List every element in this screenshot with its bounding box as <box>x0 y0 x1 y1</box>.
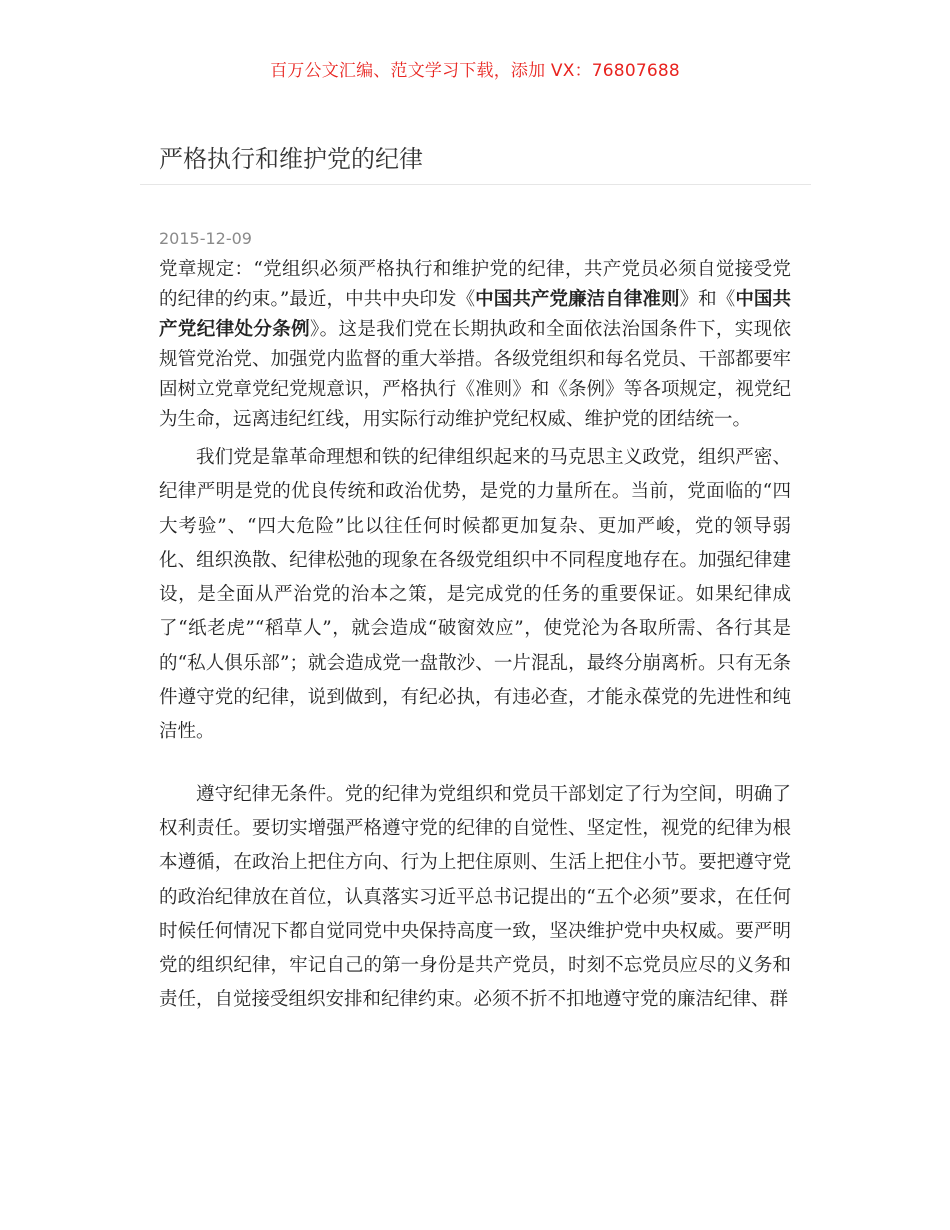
publish-date: 2015-12-09 <box>159 229 252 248</box>
intro-text-3: 》。这是我们党在长期执政和全面依法治国条件下，实现依规管党治党、加强党内监督的重大举措。各级党组织和每名党员、干部都要牢固树立党章党纪党规意识，严格执行《准则》和《条例》等各项规定，视党纪为生命，远离违纪红线，用实际行动维护党纪权威、维护党的团结统一。 <box>159 319 791 430</box>
intro-paragraph <box>159 255 791 435</box>
intro-text-1: 党章规定：“党组织必须严格执行和维护党的纪律，共产党员必须自觉接受党的纪律的约束。”最近，中共中央印发《 <box>159 259 791 310</box>
regulation-name-1: 中国共产党廉洁自律准则 <box>475 289 680 310</box>
article-body <box>159 255 791 1018</box>
download-banner: 百万公文汇编、范文学习下载，添加 VX：76807688 <box>270 61 680 81</box>
article-title: 严格执行和维护党的纪律 <box>159 145 423 173</box>
body-paragraph-1: 我们党是靠革命理想和铁的纪律组织起来的马克思主义政党，组织严密、纪律严明是党的优良传统和政治优势，是党的力量所在。当前，党面临的“四大考验”、“四大危险”比以往任何时候都更加复杂、更加严峻，党的领导弱化、组织涣散、纪律松弛的现象在各级党组织中不同程度地存在。加强纪律建设，是全面从严治党的治本之策，是完成党的任务的重要保证。如果纪律成了“纸老虎”“稻草人”，就会造成“破窗效应”，使党沦为各取所需、各行其是的“私人俱乐部”；就会造成党一盘散沙、一片混乱，最终分崩离析。只有无条件遵守党的纪律，说到做到，有纪必执，有违必查，才能永葆党的先进性和纯洁性。 <box>159 447 791 743</box>
regulation-name-2: 中国共产党纪律处分条例 <box>159 289 791 340</box>
title-divider <box>140 184 811 185</box>
intro-text-2: 》和《 <box>679 289 736 310</box>
body-paragraph-2: 遵守纪律无条件。党的纪律为党组织和党员干部划定了行为空间，明确了权利责任。要切实增强严格遵守党的纪律的自觉性、坚定性，视党的纪律为根本遵循，在政治上把住方向、行为上把住原则、生活上把住小节。要把遵守党的政治纪律放在首位，认真落实习近平总书记提出的“五个必须”要求，在任何时候任何情况下都自觉同党中央保持高度一致，坚决维护党中央权威。要严明党的组织纪律，牢记自己的第一身份是共产党员，时刻不忘党员应尽的义务和责任，自觉接受组织安排和纪律约束。必须不折不扣地遵守党的廉洁纪律、群 <box>159 783 791 1011</box>
